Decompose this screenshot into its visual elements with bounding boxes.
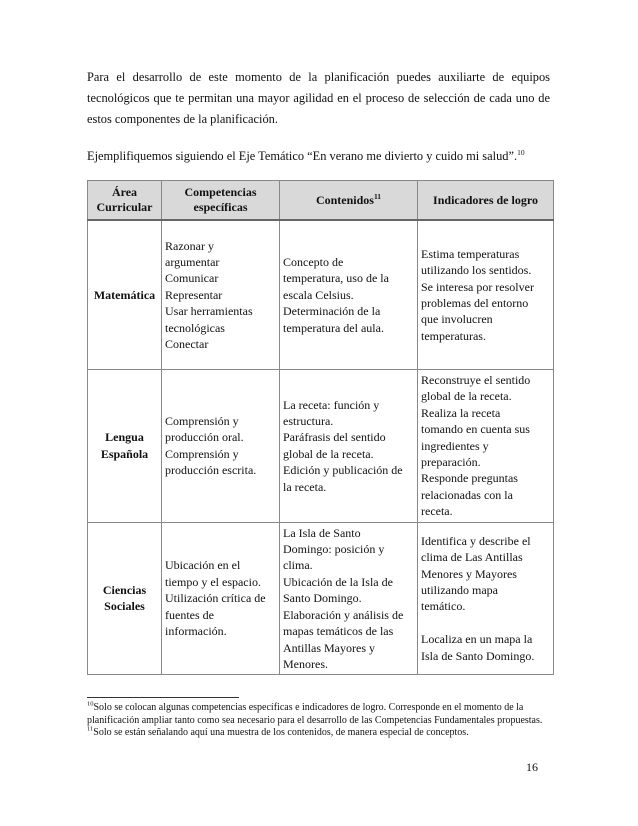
header-indicadores: Indicadores de logro: [418, 181, 554, 221]
cell-contenidos: La receta: función y estructura. Paráfrasis del sentido global de la receta. Edición y publicación de la receta.: [280, 370, 418, 523]
cell-competencias: Ubicación en el tiempo y el espacio. Utilización crítica de fuentes de información.: [162, 522, 280, 675]
cell-indicadores: Reconstruye el sentido global de la receta. Realiza la receta tomando en cuenta sus ingredientes y preparación. Responde preguntas relacionadas con la receta.: [418, 370, 554, 523]
footnote-ref-10: 10: [517, 147, 525, 157]
table-header-row: [88, 181, 554, 221]
cell-area: Ciencias Sociales: [88, 522, 162, 675]
footnote-divider: [87, 697, 239, 698]
footnotes: [87, 702, 553, 740]
table-row: [88, 522, 554, 675]
footnote-number: 10: [87, 700, 94, 708]
footnote-text: Solo se están señalando aquí una muestra de los contenidos, de manera especial de conceptos.: [93, 727, 469, 738]
footnote-text: Solo se colocan algunas competencias específicas e indicadores de logro. Corresponde en el momento de la planificación ampliar tanto como sea necesario para el desarrollo de las Competencias Fundamentales propuestas.: [87, 702, 543, 726]
cell-indicadores: Identifica y describe el clima de Las Antillas Menores y Mayores utilizando mapa temático. Localiza en un mapa la Isla de Santo Domingo.: [418, 522, 554, 675]
header-area: Área Curricular: [88, 181, 162, 221]
planning-table: [87, 180, 554, 675]
cell-contenidos: Concepto de temperatura, uso de la escala Celsius. Determinación de la temperatura del aula.: [280, 220, 418, 370]
header-contenidos-label: Contenidos: [315, 192, 374, 207]
cell-competencias: Comprensión y producción oral. Comprensión y producción escrita.: [162, 370, 280, 523]
cell-area: Lengua Española: [88, 370, 162, 523]
header-competencias: Competencias específicas: [162, 181, 280, 221]
page-number: 16: [526, 760, 538, 774]
table-row: [88, 220, 554, 370]
header-contenidos: [280, 181, 418, 221]
intro-paragraph: Para el desarrollo de este momento de la planificación puedes auxiliarte de equipos tecnológicos que te permitan una mayor agilidad en el proceso de selección de cada uno de estos componentes de la planificación.: [87, 70, 550, 126]
table-row: [88, 370, 554, 523]
lead-text: Ejemplifiquemos siguiendo el Eje Temático “En verano me divierto y cuido mi salud”.: [87, 149, 518, 163]
footnote-ref-11: 11: [373, 191, 382, 201]
footnote-11: [87, 727, 553, 740]
footnote-number: 11: [87, 725, 94, 733]
footnote-10: [87, 702, 553, 727]
lead-paragraph: [87, 148, 557, 164]
cell-contenidos: La Isla de Santo Domingo: posición y clima. Ubicación de la Isla de Santo Domingo. Elaboración y análisis de mapas temáticos de las Antillas Mayores y Menores.: [280, 522, 418, 675]
cell-area: Matemática: [88, 220, 162, 370]
cell-indicadores: Estima temperaturas utilizando los sentidos. Se interesa por resolver problemas del entorno que involucren temperaturas.: [418, 220, 554, 370]
cell-competencias: Razonar y argumentar Comunicar Representar Usar herramientas tecnológicas Conectar: [162, 220, 280, 370]
